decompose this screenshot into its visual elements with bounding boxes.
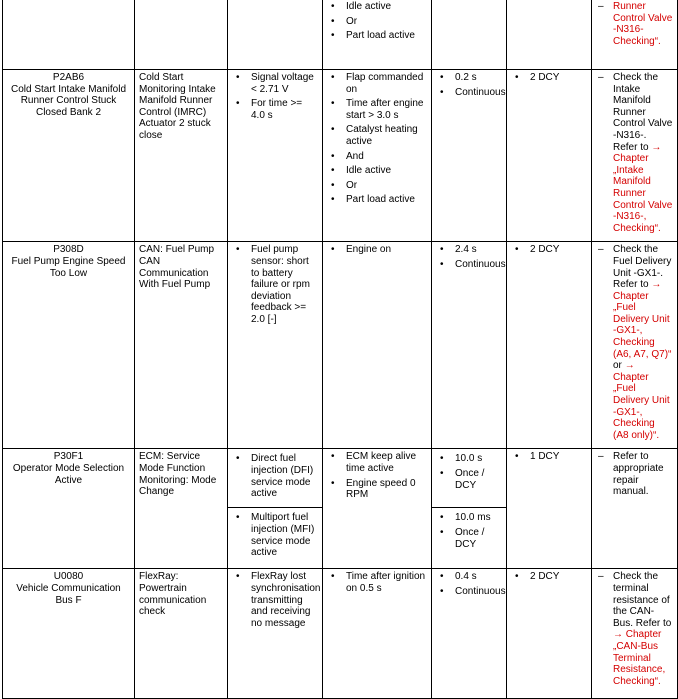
list-item: • 0.2 s	[436, 72, 502, 84]
chapter-link[interactable]: Runner Control Valve -N316- Checking“.	[613, 1, 673, 47]
chapter-link[interactable]: → Chapter „CAN-Bus Terminal Resistance, Checking“.	[613, 629, 666, 687]
list-item: • Once / DCY	[436, 527, 502, 550]
dtc-description: Operator Mode Selection Active	[12, 463, 125, 486]
remedy-cell	[592, 449, 678, 569]
list-item: • Time after ignition on 0.5 s	[327, 571, 427, 594]
list-item: • Continuous	[436, 87, 502, 99]
list-item: • 2.4 s	[436, 244, 502, 256]
chapter-link[interactable]: → Chapter „Intake Manifold Runner Control Valve -N316-, Checking“.	[613, 141, 673, 234]
table-row	[3, 0, 678, 70]
dtc-code: P2AB6	[52, 72, 85, 83]
dtc-code: P308D	[53, 244, 84, 256]
criteria-cell	[228, 449, 323, 569]
code-cell	[3, 0, 135, 70]
error-type-cell: FlexRay: Powertrain communication check	[135, 569, 228, 699]
list-item: • ECM keep alive time active	[327, 451, 427, 474]
dtc-description: Vehicle Communication Bus F	[16, 583, 121, 606]
list-item: • 2 DCY	[511, 571, 587, 583]
time-cell	[432, 242, 507, 449]
list-item: • 1 DCY	[511, 451, 587, 463]
criteria-cell	[228, 242, 323, 449]
mil-cell	[507, 0, 592, 70]
list-item: • And	[327, 151, 427, 163]
remedy-cell	[592, 0, 678, 70]
error-type-cell: Cold Start Monitoring Intake Manifold Runner Control (IMRC) Actuator 2 stuck close	[135, 70, 228, 242]
list-item: • 0.4 s	[436, 571, 502, 583]
remedy-cell	[592, 70, 678, 242]
list-item: • For time >= 4.0 s	[232, 98, 318, 121]
dtc-code: P30F1	[53, 451, 84, 463]
list-item: • Once / DCY	[436, 468, 502, 491]
time-cell	[432, 0, 507, 70]
remedy-text: Check the Fuel Delivery Unit -GX1-. Refer to	[613, 244, 672, 291]
remedy-cell	[592, 242, 678, 449]
criteria-cell	[228, 569, 323, 699]
dtc-code: U0080	[53, 571, 84, 583]
conditions-cell	[323, 242, 432, 449]
list-item: • Flap commanded on	[327, 72, 427, 95]
list-item: • Engine speed 0 RPM	[327, 478, 427, 501]
list-item: • 2 DCY	[511, 244, 587, 256]
dtc-description: Cold Start Intake Manifold Runner Control Stuck Closed Bank 2	[10, 83, 127, 118]
mil-cell	[507, 569, 592, 699]
list-item: • Or	[327, 16, 427, 28]
error-type-cell	[135, 0, 228, 70]
criteria-cell	[228, 0, 323, 70]
time-cell	[432, 449, 507, 569]
code-cell	[3, 70, 135, 242]
table-row	[3, 70, 678, 242]
conditions-cell	[323, 70, 432, 242]
remedy-text: Check the Intake Manifold Runner Control Valve -N316-. Refer to	[613, 72, 673, 153]
chapter-link[interactable]: → Chapter „Fuel Delivery Unit -GX1-, Checking (A8 only)“.	[613, 360, 670, 441]
list-item: • Part load active	[327, 30, 427, 42]
remedy-or: or	[613, 360, 622, 372]
list-item: • Engine on	[327, 244, 427, 256]
table-row	[3, 242, 678, 449]
code-cell	[3, 242, 135, 449]
list-item: • Idle active	[327, 165, 427, 177]
list-item: • 2 DCY	[511, 72, 587, 84]
list-item: • Or	[327, 180, 427, 192]
list-item: • Continuous	[436, 259, 502, 271]
list-item: • Signal voltage < 2.71 V	[232, 72, 318, 95]
mil-cell	[507, 70, 592, 242]
mil-cell	[507, 242, 592, 449]
list-item: • Continuous	[436, 586, 502, 598]
code-cell	[3, 449, 135, 569]
list-item: • Catalyst heating active	[327, 124, 427, 147]
mil-cell	[507, 449, 592, 569]
conditions-cell	[323, 449, 432, 569]
remedy-text: Check the terminal resistance of the CAN-Bus. Refer to	[613, 571, 672, 629]
time-cell	[432, 70, 507, 242]
list-item: • 10.0 s	[436, 453, 502, 465]
table-row	[3, 569, 678, 699]
dtc-description: Fuel Pump Engine Speed Too Low	[11, 255, 126, 279]
remedy-text: Refer to appropriate repair manual.	[613, 451, 664, 498]
list-item: • Part load active	[327, 194, 427, 206]
remedy-cell	[592, 569, 678, 699]
error-type-cell: CAN: Fuel Pump CAN Communication With Fuel Pump	[135, 242, 228, 449]
list-item: • Time after engine start > 3.0 s	[327, 98, 427, 121]
conditions-cell	[323, 569, 432, 699]
dtc-table	[2, 0, 678, 699]
chapter-link[interactable]: → Chapter „Fuel Delivery Unit -GX1-, Checking (A6, A7, Q7)“	[613, 279, 672, 360]
list-item: • Direct fuel injection (DFI) service mode active	[232, 453, 318, 499]
list-item: • Idle active	[327, 1, 427, 13]
conditions-cell	[323, 0, 432, 70]
list-item: • FlexRay lost synchronisation transmitting and receiving no message	[232, 571, 318, 629]
list-item: • Fuel pump sensor: short to battery failure or rpm deviation feedback >= 2.0 [-]	[232, 244, 318, 325]
code-cell	[3, 569, 135, 699]
table-row	[3, 449, 678, 569]
time-cell	[432, 569, 507, 699]
criteria-cell	[228, 70, 323, 242]
list-item: • 10.0 ms	[436, 512, 502, 524]
list-item: • Multiport fuel injection (MFI) service mode active	[232, 512, 318, 558]
error-type-cell: ECM: Service Mode Function Monitoring: Mode Change	[135, 449, 228, 569]
